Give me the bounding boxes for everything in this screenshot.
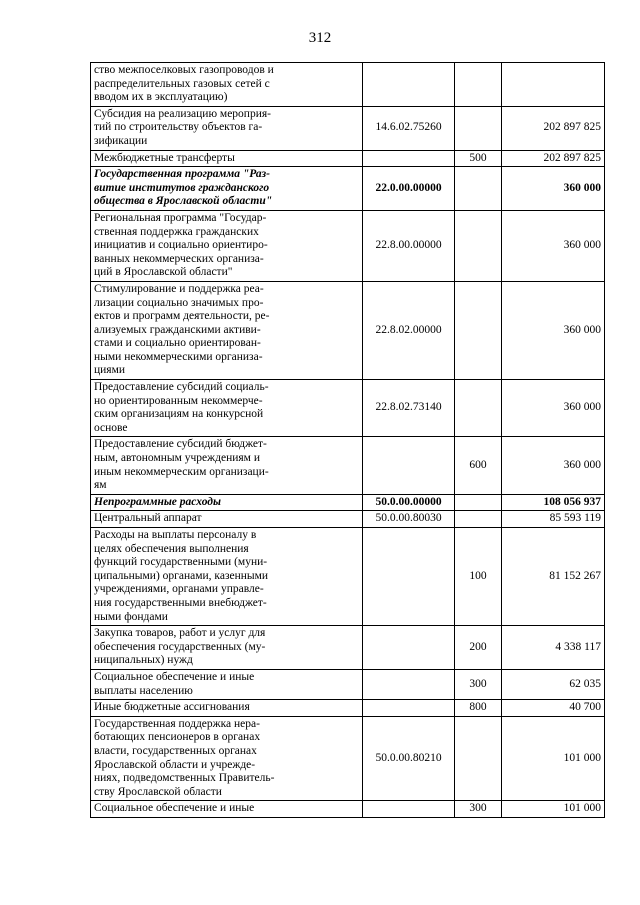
row-type-cell: 200 — [455, 626, 502, 670]
table-row — [91, 380, 605, 437]
row-code-cell — [363, 528, 455, 626]
row-type-cell: 300 — [455, 801, 502, 818]
row-type-cell — [455, 380, 502, 437]
row-type-cell: 300 — [455, 669, 502, 699]
row-sum-cell: 85 593 119 — [502, 511, 605, 528]
row-code-cell: 22.0.00.00000 — [363, 167, 455, 211]
row-code-cell: 22.8.02.73140 — [363, 380, 455, 437]
row-type-cell — [455, 281, 502, 379]
row-name-cell: Предоставление субсидий социаль- но ориентированным некоммерче- ским организациям на конкурсной основе — [91, 380, 363, 437]
table-row — [91, 210, 605, 281]
row-sum-cell: 202 897 825 — [502, 106, 605, 150]
row-sum-cell: 360 000 — [502, 210, 605, 281]
page-number: 312 — [308, 30, 332, 46]
row-sum-cell — [502, 63, 605, 107]
row-type-cell: 600 — [455, 437, 502, 494]
row-code-cell: 50.0.00.00000 — [363, 494, 455, 511]
row-code-cell — [363, 669, 455, 699]
row-type-cell: 100 — [455, 528, 502, 626]
row-type-cell — [455, 167, 502, 211]
table-row — [91, 700, 605, 717]
row-sum-cell: 108 056 937 — [502, 494, 605, 511]
row-sum-cell: 101 000 — [502, 716, 605, 801]
table-row — [91, 669, 605, 699]
row-code-cell: 50.0.00.80030 — [363, 511, 455, 528]
row-name-cell: Предоставление субсидий бюджет- ным, автономным учреждениям и иным некоммерческим организаци- ям — [91, 437, 363, 494]
row-type-cell — [455, 716, 502, 801]
row-sum-cell: 360 000 — [502, 281, 605, 379]
row-name-cell: ство межпоселковых газопроводов и распределительных газовых сетей с вводом их в эксплуатацию) — [91, 63, 363, 107]
row-name-cell: Иные бюджетные ассигнования — [91, 700, 363, 717]
row-code-cell: 50.0.00.80210 — [363, 716, 455, 801]
row-name-cell: Закупка товаров, работ и услуг для обеспечения государственных (му- ниципальных) нужд — [91, 626, 363, 670]
row-code-cell — [363, 437, 455, 494]
table-row — [91, 437, 605, 494]
row-name-cell: Социальное обеспечение и иные — [91, 801, 363, 818]
row-name-cell: Стимулирование и поддержка реа- лизации социально значимых про- ектов и программ деятельности, ре- ализуемых гражданскими активи- стами и социально ориентирован- ными некоммерческими организа- циями — [91, 281, 363, 379]
row-sum-cell: 360 000 — [502, 380, 605, 437]
row-name-cell: Центральный аппарат — [91, 511, 363, 528]
row-sum-cell: 40 700 — [502, 700, 605, 717]
row-sum-cell: 360 000 — [502, 167, 605, 211]
row-code-cell — [363, 150, 455, 167]
row-code-cell — [363, 626, 455, 670]
row-type-cell — [455, 210, 502, 281]
row-sum-cell: 62 035 — [502, 669, 605, 699]
row-name-cell: Непрограммные расходы — [91, 494, 363, 511]
row-code-cell — [363, 63, 455, 107]
row-code-cell — [363, 700, 455, 717]
table-row — [91, 281, 605, 379]
row-type-cell: 500 — [455, 150, 502, 167]
budget-table-body — [91, 63, 605, 818]
row-name-cell: Субсидия на реализацию мероприя- тий по строительству объектов га- зификации — [91, 106, 363, 150]
row-sum-cell: 101 000 — [502, 801, 605, 818]
row-type-cell — [455, 511, 502, 528]
row-name-cell: Государственная программа "Раз- витие институтов гражданского общества в Ярославской области" — [91, 167, 363, 211]
table-row — [91, 626, 605, 670]
table-row — [91, 63, 605, 107]
row-type-cell — [455, 63, 502, 107]
row-code-cell: 22.8.02.00000 — [363, 281, 455, 379]
row-name-cell: Социальное обеспечение и иные выплаты населению — [91, 669, 363, 699]
row-code-cell — [363, 801, 455, 818]
table-row — [91, 150, 605, 167]
row-name-cell: Расходы на выплаты персоналу в целях обеспечения выполнения функций государственными (муни- ципальными) органами, казенными учреждениями, органами управле- ния государственными внебюджет- ными фондами — [91, 528, 363, 626]
table-row — [91, 494, 605, 511]
row-sum-cell: 81 152 267 — [502, 528, 605, 626]
row-type-cell — [455, 106, 502, 150]
row-sum-cell: 202 897 825 — [502, 150, 605, 167]
row-type-cell — [455, 494, 502, 511]
table-row — [91, 167, 605, 211]
row-code-cell: 22.8.00.00000 — [363, 210, 455, 281]
table-row — [91, 801, 605, 818]
row-name-cell: Межбюджетные трансферты — [91, 150, 363, 167]
row-code-cell: 14.6.02.75260 — [363, 106, 455, 150]
row-sum-cell: 4 338 117 — [502, 626, 605, 670]
row-name-cell: Государственная поддержка нера- ботающих пенсионеров в органах власти, государственных органах Ярославской области и учрежде- ниях, подведомственных Правитель- ству Ярославской области — [91, 716, 363, 801]
table-row — [91, 106, 605, 150]
row-name-cell: Региональная программа "Государ- ственная поддержка гражданских инициатив и социально ориентиро- ванных некоммерческих организа- ций в Ярославской области" — [91, 210, 363, 281]
table-row — [91, 511, 605, 528]
budget-table — [90, 62, 605, 818]
row-sum-cell: 360 000 — [502, 437, 605, 494]
row-type-cell: 800 — [455, 700, 502, 717]
table-row — [91, 528, 605, 626]
table-row — [91, 716, 605, 801]
